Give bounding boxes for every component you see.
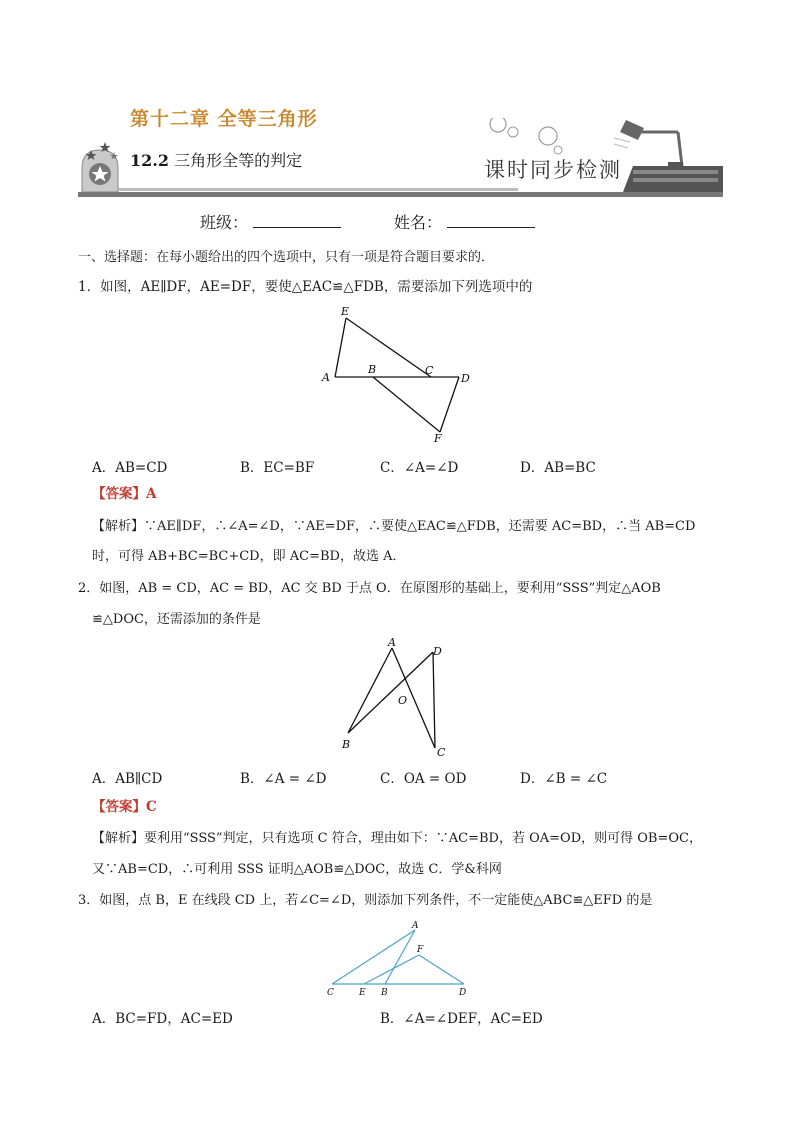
q1-option-c[interactable]: C．∠A=∠D [380, 460, 459, 476]
q3-stem: 3．如图，点 B，E 在线段 CD 上，若∠C=∠D，则添加下列条件，不一定能使△ABC≌△EFD 的是 [78, 893, 653, 908]
q3-label-D: D [459, 988, 467, 998]
q2-label-B: B [342, 738, 351, 751]
q3-figure [320, 918, 480, 1000]
q2-option-b[interactable]: B．∠A = ∠D [240, 771, 327, 787]
q2-label-D: D [433, 645, 442, 658]
q3-label-B: B [381, 988, 388, 998]
q2-analysis-line-2: 又∵AB=CD，∴可利用 SSS 证明△AOB≌△DOC，故选 C．学&科网 [92, 862, 502, 877]
q1-option-d[interactable]: D．AB=BC [520, 460, 596, 476]
q2-stem-line-1: 2．如图，AB = CD，AC = BD，AC 交 BD 于点 O．在原图形的基础上，要利用“SSS”判定△AOB [78, 581, 661, 596]
chapter-title: 第十二章 全等三角形 [130, 108, 318, 130]
q1-label-E: E [341, 305, 350, 318]
q2-option-d[interactable]: D．∠B = ∠C [520, 771, 608, 787]
class-field: 班级： [200, 210, 341, 233]
q2-option-c[interactable]: C．OA = OD [380, 771, 467, 787]
name-blank[interactable] [447, 213, 535, 228]
q3-label-A: A [412, 921, 419, 931]
q1-label-B: B [368, 363, 377, 376]
q1-analysis-line-2: 时，可得 AB+BC=BC+CD，即 AC=BD，故选 A． [92, 549, 406, 564]
star-badge-icon [82, 142, 118, 192]
class-blank[interactable] [253, 213, 341, 228]
q3-option-a[interactable]: A．BC=FD，AC=ED [92, 1011, 233, 1027]
q1-label-C: C [425, 364, 434, 377]
q1-label-D: D [461, 372, 470, 385]
q3-option-b[interactable]: B．∠A=∠DEF，AC=ED [380, 1011, 543, 1027]
section-title: 三角形全等的判定 [174, 151, 303, 170]
q1-stem: 1．如图，AE∥DF，AE=DF，要使△EAC≌△FDB，需要添加下列选项中的 [78, 279, 533, 295]
banner-label: 课时同步检测 [484, 158, 622, 182]
q2-option-a[interactable]: A．AB∥CD [92, 771, 163, 787]
section-number: 12.2 [130, 151, 169, 170]
q2-figure [334, 636, 464, 762]
q3-label-E: E [359, 988, 366, 998]
q3-label-C: C [327, 988, 334, 998]
q2-answer: 【答案】C [92, 799, 157, 815]
q1-figure [318, 304, 478, 446]
q1-label-F: F [434, 432, 442, 445]
section-heading [130, 148, 302, 171]
q2-label-A: A [388, 636, 396, 649]
q2-analysis-line-1: 【解析】要利用“SSS”判定，只有选项 C 符合，理由如下：∵AC=BD，若 OA=OD，则可得 OB=OC， [92, 831, 702, 846]
q1-analysis-line-1: 【解析】∵AE∥DF，∴∠A=∠D，∵AE=DF，∴要使△EAC≌△FDB，还需要 AC=BD，∴当 AB=CD [92, 519, 696, 534]
q1-answer: 【答案】A [92, 486, 157, 502]
q1-option-b[interactable]: B．EC=BF [240, 460, 315, 476]
name-field: 姓名： [394, 210, 535, 233]
q3-label-F: F [417, 945, 424, 955]
q2-label-O: O [398, 694, 408, 707]
q1-option-a[interactable]: A．AB=CD [92, 460, 168, 476]
q2-stem-line-2: ≌△DOC，还需添加的条件是 [92, 612, 261, 627]
desk-lamp-icon [614, 120, 682, 166]
section-instructions: 一、选择题：在每小题给出的四个选项中，只有一项是符合题目要求的． [78, 250, 495, 265]
q1-label-A: A [322, 371, 330, 384]
q2-label-C: C [437, 746, 446, 759]
